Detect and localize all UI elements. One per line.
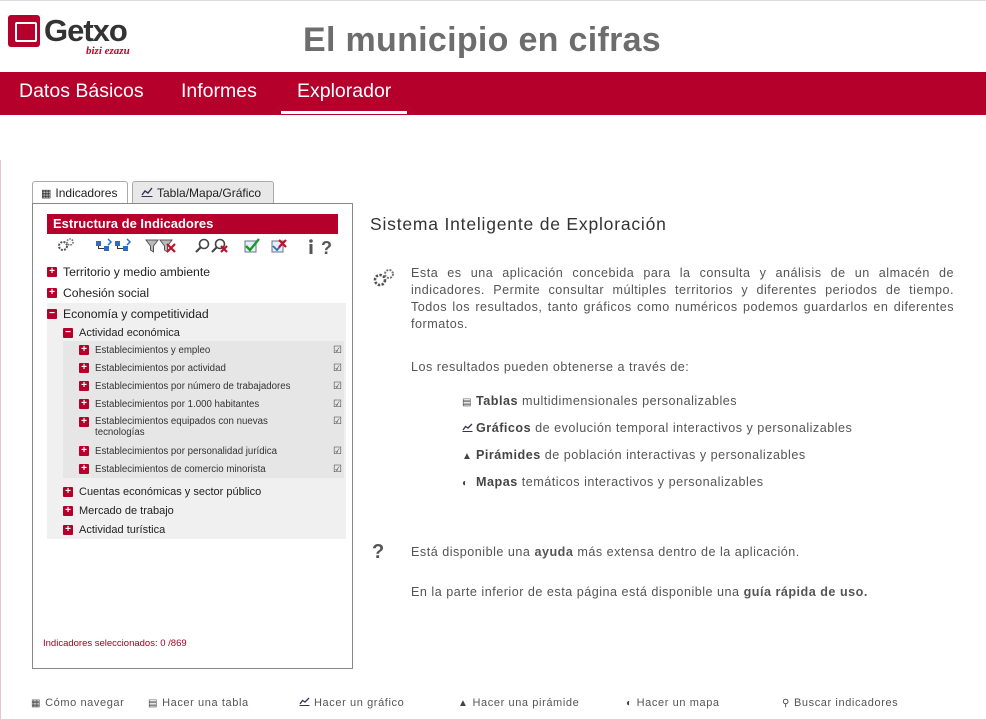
tree-leaf[interactable] bbox=[79, 413, 344, 442]
indicator-tree bbox=[47, 261, 346, 539]
table-icon: ▤ bbox=[462, 397, 472, 408]
tree-label: Mercado de trabajo bbox=[79, 504, 174, 517]
guide-text bbox=[411, 585, 868, 599]
feature-tablas bbox=[462, 394, 737, 408]
tree-children-actividad bbox=[63, 341, 344, 478]
tree-label: Actividad económica bbox=[79, 326, 180, 339]
main-nav bbox=[0, 72, 986, 115]
tree-label: Economía y competitividad bbox=[63, 306, 209, 321]
selected-count: Indicadores seleccionados: 0 /869 bbox=[43, 638, 187, 649]
expand-icon[interactable]: + bbox=[79, 446, 89, 456]
feature-piramides bbox=[462, 448, 806, 462]
line-chart-icon bbox=[141, 187, 153, 200]
tree-label: Territorio y medio ambiente bbox=[63, 264, 210, 279]
leaf-label: Establecimientos por número de trabajadores bbox=[95, 380, 291, 392]
tree-node-turistica[interactable] bbox=[63, 520, 346, 539]
feature-graficos bbox=[462, 421, 852, 435]
panel-title: Estructura de Indicadores bbox=[47, 214, 338, 234]
intro-paragraph: Esta es una aplicación concebida para la consulta y análisis de un almacén de indicadores. Permite consultar múltiples territorios y diferentes periodos de tiempo. Todos los resultados, tanto gráficos como numéricos podemos guardarlos en diferentes formatos. bbox=[411, 266, 954, 331]
feature-bold: Tablas bbox=[476, 394, 518, 408]
footer-link-piramide[interactable] bbox=[458, 697, 579, 709]
tab-indicadores-label: Indicadores bbox=[55, 186, 118, 200]
line-chart-icon bbox=[462, 423, 476, 435]
nav-informes[interactable]: Informes bbox=[181, 80, 257, 102]
indicator-panel bbox=[32, 203, 353, 669]
hierarchy-icon: ▦ bbox=[41, 188, 52, 200]
tree-leaf[interactable] bbox=[79, 359, 344, 377]
expand-icon[interactable]: + bbox=[79, 399, 89, 409]
search-icon[interactable] bbox=[195, 238, 229, 257]
globe-icon: ◐ bbox=[462, 478, 469, 489]
expand-icon[interactable]: + bbox=[63, 506, 73, 516]
content-title: Sistema Inteligente de Exploración bbox=[370, 214, 667, 234]
footer-link-buscar[interactable] bbox=[782, 697, 898, 709]
tree-node-cuentas[interactable] bbox=[63, 482, 346, 501]
footer-link-label: Cómo navegar bbox=[45, 697, 125, 709]
tree-node-mercado[interactable] bbox=[63, 501, 346, 520]
tree-leaf[interactable] bbox=[79, 395, 344, 413]
collapse-icon[interactable]: − bbox=[47, 309, 57, 319]
expand-icon[interactable]: + bbox=[79, 381, 89, 391]
tree-node-cohesion[interactable] bbox=[47, 282, 346, 303]
expand-tree-icon[interactable] bbox=[95, 238, 133, 257]
checkbox-checked-icon[interactable]: ☑ bbox=[333, 463, 342, 475]
tree-children-economia bbox=[47, 324, 346, 539]
nav-datos-basicos[interactable]: Datos Básicos bbox=[19, 80, 144, 102]
footer-link-grafico[interactable] bbox=[299, 697, 404, 709]
leaf-label: Establecimientos por personalidad jurídica bbox=[95, 445, 278, 457]
tree-leaf[interactable] bbox=[79, 460, 344, 478]
expand-icon[interactable]: + bbox=[79, 464, 89, 474]
globe-icon: ◐ bbox=[626, 698, 633, 709]
checkbox-checked-icon[interactable]: ☑ bbox=[333, 380, 342, 392]
feature-bold: Mapas bbox=[476, 475, 518, 489]
hierarchy-icon: ▦ bbox=[31, 698, 42, 709]
logo-slogan: bizi ezazu bbox=[86, 45, 130, 57]
feature-bold: Pirámides bbox=[476, 448, 541, 462]
tree-section-economia bbox=[47, 303, 346, 539]
help-text bbox=[411, 545, 800, 559]
line-chart-icon bbox=[299, 698, 310, 709]
tab-tabla-label: Tabla/Mapa/Gráfico bbox=[157, 186, 262, 200]
tree-label: Actividad turística bbox=[79, 523, 166, 536]
expand-icon[interactable]: + bbox=[63, 487, 73, 497]
collapse-icon[interactable]: − bbox=[63, 328, 73, 338]
tree-node-territorio[interactable] bbox=[47, 261, 346, 282]
footer-link-label: Hacer una tabla bbox=[162, 697, 249, 709]
footer-link-label: Hacer un gráfico bbox=[314, 697, 405, 709]
footer-link-tabla[interactable] bbox=[148, 697, 249, 709]
leaf-label: Establecimientos por actividad bbox=[95, 362, 226, 374]
tree-leaf[interactable] bbox=[79, 377, 344, 395]
info-icon[interactable] bbox=[306, 238, 342, 259]
expand-icon[interactable]: + bbox=[63, 525, 73, 535]
feature-mapas bbox=[462, 475, 764, 489]
expand-icon[interactable]: + bbox=[79, 345, 89, 355]
checkbox-checked-icon[interactable]: ☑ bbox=[333, 344, 342, 356]
results-intro: Los resultados pueden obtenerse a través de: bbox=[411, 360, 690, 374]
footer-link-mapa[interactable] bbox=[626, 697, 720, 709]
gears-icon bbox=[371, 268, 397, 293]
help-post: más extensa dentro de la aplicación. bbox=[573, 545, 800, 559]
tab-tabla-mapa-grafico[interactable] bbox=[132, 181, 274, 203]
pyramid-icon: ▲ bbox=[462, 451, 473, 462]
table-icon: ▤ bbox=[148, 698, 159, 709]
help-pre: Está disponible una bbox=[411, 545, 535, 559]
expand-icon[interactable]: + bbox=[47, 267, 57, 277]
help-icon: ? bbox=[372, 541, 385, 563]
left-border-line bbox=[0, 160, 1, 719]
guide-pre: En la parte inferior de esta página está disponible una bbox=[411, 585, 744, 599]
tree-leaf[interactable] bbox=[79, 341, 344, 359]
tree-node-economia[interactable] bbox=[47, 303, 346, 324]
tree-label: Cohesión social bbox=[63, 285, 150, 300]
checkbox-checked-icon[interactable]: ☑ bbox=[333, 398, 342, 410]
tree-node-actividad[interactable] bbox=[63, 324, 346, 341]
getxo-logo[interactable] bbox=[8, 13, 130, 59]
footer-link-como-navegar[interactable] bbox=[31, 697, 124, 709]
search-icon: ⚲ bbox=[782, 698, 790, 709]
feature-text: multidimensionales personalizables bbox=[517, 394, 738, 408]
leaf-label: Establecimientos y empleo bbox=[95, 344, 211, 356]
pyramid-icon: ▲ bbox=[458, 698, 469, 709]
svg-text:?: ? bbox=[321, 238, 332, 256]
feature-text: de evolución temporal interactivos y personalizables bbox=[531, 421, 853, 435]
tree-leaf[interactable] bbox=[79, 442, 344, 460]
gear-icon[interactable] bbox=[57, 238, 75, 255]
help-link[interactable]: ayuda bbox=[534, 545, 574, 559]
footer-link-label: Hacer un mapa bbox=[636, 697, 720, 709]
check-all-icon[interactable] bbox=[244, 238, 288, 257]
municipal-shield-icon bbox=[8, 15, 40, 47]
page-title: El municipio en cifras bbox=[303, 21, 662, 59]
guide-link[interactable]: guía rápida de uso. bbox=[743, 585, 868, 599]
logo-text: Getxo bbox=[44, 13, 127, 48]
checkbox-checked-icon[interactable]: ☑ bbox=[333, 416, 342, 427]
leaf-label: Establecimientos por 1.000 habitantes bbox=[95, 398, 260, 410]
feature-text: de población interactivas y personalizables bbox=[540, 448, 806, 462]
leaf-label: Establecimientos equipados con nuevas tecnologías bbox=[95, 416, 268, 438]
tree-toolbar bbox=[57, 236, 347, 258]
feature-bold: Gráficos bbox=[476, 421, 532, 435]
checkbox-checked-icon[interactable]: ☑ bbox=[333, 445, 342, 457]
expand-icon[interactable]: + bbox=[79, 417, 89, 427]
expand-icon[interactable]: + bbox=[79, 363, 89, 373]
nav-explorador[interactable]: Explorador bbox=[297, 80, 392, 102]
footer-link-label: Buscar indicadores bbox=[793, 697, 899, 709]
checkbox-checked-icon[interactable]: ☑ bbox=[333, 362, 342, 374]
header bbox=[0, 0, 986, 72]
footer-link-label: Hacer una pirámide bbox=[472, 697, 580, 709]
feature-text: temáticos interactivos y personalizables bbox=[517, 475, 764, 489]
filter-icon[interactable] bbox=[145, 238, 179, 257]
tree-label: Cuentas económicas y sector público bbox=[79, 485, 262, 498]
tab-indicadores[interactable] bbox=[32, 181, 128, 204]
leaf-label: Establecimientos de comercio minorista bbox=[95, 463, 266, 475]
expand-icon[interactable]: + bbox=[47, 288, 57, 298]
